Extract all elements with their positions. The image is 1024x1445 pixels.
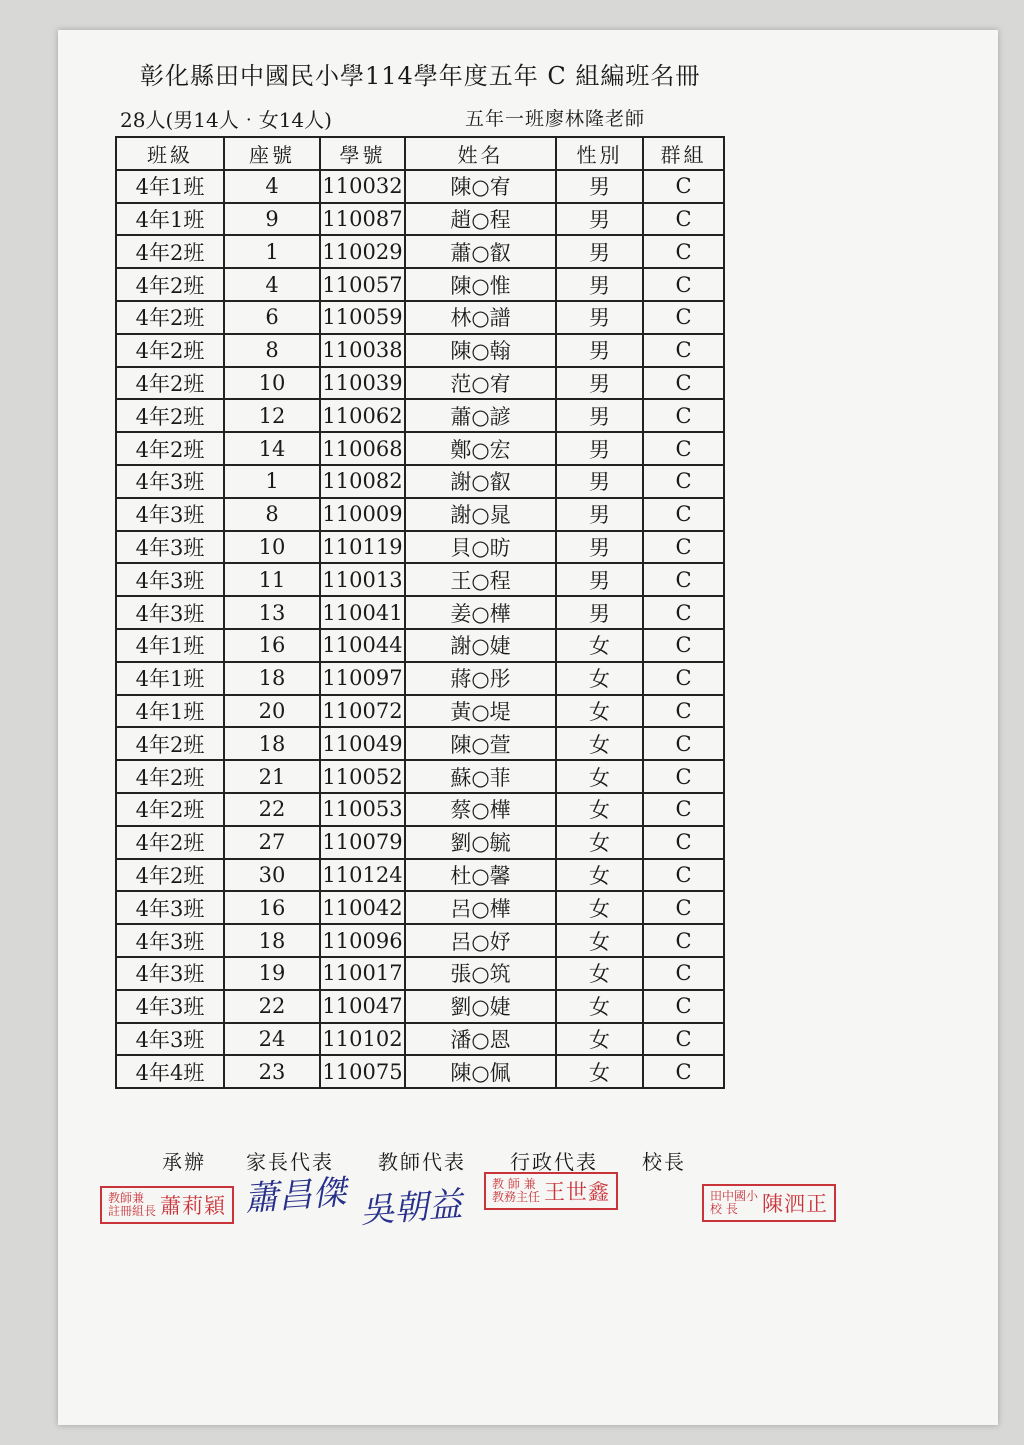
- parent-signature: 蕭昌傑: [242, 1172, 348, 1220]
- principal-stamp: [702, 1184, 836, 1222]
- cell-name: 謝○叡: [405, 465, 556, 498]
- cell-name: 陳○宥: [405, 170, 556, 203]
- cell-name: 劉○毓: [405, 826, 556, 859]
- cell-class: 4年4班: [116, 1055, 224, 1088]
- cell-student-id: 110047: [320, 990, 405, 1023]
- cell-group: C: [643, 301, 724, 334]
- cell-class: 4年1班: [116, 695, 224, 728]
- cell-sex: 女: [556, 924, 643, 957]
- cell-name: 貝○昉: [405, 531, 556, 564]
- cell-group: C: [643, 334, 724, 367]
- header-student-id: 學號: [320, 137, 405, 170]
- cell-seat: 4: [224, 268, 320, 301]
- homeroom-teacher: 五年一班廖林隆老師: [465, 108, 646, 130]
- cell-student-id: 110017: [320, 957, 405, 990]
- cell-name: 張○筑: [405, 957, 556, 990]
- cell-sex: 男: [556, 170, 643, 203]
- label-parent-rep: 家長代表: [246, 1150, 334, 1174]
- cell-group: C: [643, 235, 724, 268]
- cell-name: 劉○婕: [405, 990, 556, 1023]
- table-row: [116, 334, 724, 367]
- table-row: [116, 891, 724, 924]
- cell-sex: 女: [556, 629, 643, 662]
- admin-stamp: [484, 1172, 618, 1210]
- cell-group: C: [643, 432, 724, 465]
- cell-sex: 男: [556, 465, 643, 498]
- student-count: 28人(男14人‧女14人): [120, 108, 332, 132]
- cell-seat: 13: [224, 596, 320, 629]
- cell-name: 陳○佩: [405, 1055, 556, 1088]
- table-row: [116, 498, 724, 531]
- cell-class: 4年2班: [116, 301, 224, 334]
- cell-sex: 女: [556, 662, 643, 695]
- label-principal: 校長: [642, 1150, 686, 1174]
- cell-seat: 22: [224, 990, 320, 1023]
- cell-sex: 男: [556, 563, 643, 596]
- cell-group: C: [643, 170, 724, 203]
- cell-seat: 18: [224, 727, 320, 760]
- admin-stamp-name: 王世鑫: [544, 1180, 611, 1204]
- cell-student-id: 110068: [320, 432, 405, 465]
- cell-class: 4年3班: [116, 924, 224, 957]
- table-row: [116, 203, 724, 236]
- cell-sex: 男: [556, 531, 643, 564]
- cell-group: C: [643, 727, 724, 760]
- cell-seat: 16: [224, 891, 320, 924]
- class-roster-table: [115, 136, 725, 1089]
- cell-name: 呂○妤: [405, 924, 556, 957]
- cell-seat: 21: [224, 760, 320, 793]
- cell-group: C: [643, 891, 724, 924]
- cell-student-id: 110072: [320, 695, 405, 728]
- cell-student-id: 110039: [320, 367, 405, 400]
- table-row: [116, 367, 724, 400]
- cell-class: 4年1班: [116, 170, 224, 203]
- cell-student-id: 110082: [320, 465, 405, 498]
- cell-class: 4年2班: [116, 334, 224, 367]
- cell-class: 4年3班: [116, 891, 224, 924]
- cell-seat: 6: [224, 301, 320, 334]
- cell-group: C: [643, 531, 724, 564]
- cell-seat: 8: [224, 334, 320, 367]
- cell-group: C: [643, 498, 724, 531]
- table-row: [116, 1055, 724, 1088]
- cell-name: 蕭○叡: [405, 235, 556, 268]
- cell-group: C: [643, 1055, 724, 1088]
- organizer-stamp: [100, 1186, 234, 1224]
- cell-sex: 男: [556, 596, 643, 629]
- cell-group: C: [643, 268, 724, 301]
- cell-student-id: 110119: [320, 531, 405, 564]
- cell-class: 4年2班: [116, 760, 224, 793]
- cell-sex: 男: [556, 235, 643, 268]
- table-row: [116, 531, 724, 564]
- cell-student-id: 110032: [320, 170, 405, 203]
- cell-name: 黃○堤: [405, 695, 556, 728]
- cell-sex: 男: [556, 432, 643, 465]
- cell-class: 4年2班: [116, 432, 224, 465]
- admin-stamp-title2: 教務主任: [492, 1190, 541, 1204]
- cell-class: 4年1班: [116, 203, 224, 236]
- cell-sex: 男: [556, 399, 643, 432]
- cell-student-id: 110029: [320, 235, 405, 268]
- table-row: [116, 170, 724, 203]
- cell-student-id: 110049: [320, 727, 405, 760]
- table-row: [116, 465, 724, 498]
- header-sex: 性別: [556, 137, 643, 170]
- cell-seat: 16: [224, 629, 320, 662]
- cell-class: 4年1班: [116, 629, 224, 662]
- cell-name: 謝○婕: [405, 629, 556, 662]
- cell-seat: 1: [224, 465, 320, 498]
- cell-name: 陳○萱: [405, 727, 556, 760]
- cell-student-id: 110079: [320, 826, 405, 859]
- cell-student-id: 110038: [320, 334, 405, 367]
- header-seat: 座號: [224, 137, 320, 170]
- cell-seat: 20: [224, 695, 320, 728]
- cell-name: 姜○樺: [405, 596, 556, 629]
- cell-name: 陳○翰: [405, 334, 556, 367]
- cell-student-id: 110102: [320, 1023, 405, 1056]
- organizer-stamp-title2: 註冊組長: [108, 1204, 157, 1218]
- organizer-stamp-name: 蕭莉穎: [160, 1194, 227, 1218]
- cell-seat: 8: [224, 498, 320, 531]
- cell-sex: 女: [556, 957, 643, 990]
- teacher-signature: 吳朝益: [358, 1184, 464, 1232]
- admin-stamp-title1: 教 師 兼: [492, 1177, 536, 1191]
- cell-sex: 女: [556, 727, 643, 760]
- cell-seat: 1: [224, 235, 320, 268]
- cell-class: 4年3班: [116, 596, 224, 629]
- table-row: [116, 1023, 724, 1056]
- cell-seat: 22: [224, 793, 320, 826]
- cell-name: 杜○馨: [405, 859, 556, 892]
- cell-sex: 女: [556, 1055, 643, 1088]
- cell-student-id: 110053: [320, 793, 405, 826]
- table-row: [116, 760, 724, 793]
- cell-name: 趙○程: [405, 203, 556, 236]
- label-teacher-rep: 教師代表: [378, 1150, 466, 1174]
- principal-stamp-title1: 田中國小: [710, 1189, 759, 1203]
- cell-name: 蔡○樺: [405, 793, 556, 826]
- cell-student-id: 110059: [320, 301, 405, 334]
- cell-sex: 男: [556, 367, 643, 400]
- cell-name: 謝○晁: [405, 498, 556, 531]
- table-row: [116, 662, 724, 695]
- table-row: [116, 268, 724, 301]
- cell-class: 4年2班: [116, 793, 224, 826]
- label-organizer: 承辦: [162, 1150, 206, 1174]
- cell-name: 林○譜: [405, 301, 556, 334]
- cell-student-id: 110052: [320, 760, 405, 793]
- cell-sex: 男: [556, 498, 643, 531]
- cell-group: C: [643, 596, 724, 629]
- document-title: 彰化縣田中國民小學114學年度五年 C 組編班名冊: [140, 62, 701, 90]
- cell-group: C: [643, 826, 724, 859]
- cell-class: 4年3班: [116, 563, 224, 596]
- cell-group: C: [643, 990, 724, 1023]
- cell-class: 4年2班: [116, 367, 224, 400]
- table-row: [116, 727, 724, 760]
- cell-group: C: [643, 629, 724, 662]
- cell-student-id: 110075: [320, 1055, 405, 1088]
- cell-seat: 11: [224, 563, 320, 596]
- cell-sex: 女: [556, 859, 643, 892]
- cell-class: 4年2班: [116, 826, 224, 859]
- header-name: 姓名: [405, 137, 556, 170]
- cell-class: 4年2班: [116, 859, 224, 892]
- cell-class: 4年2班: [116, 399, 224, 432]
- cell-name: 蘇○菲: [405, 760, 556, 793]
- table-row: [116, 399, 724, 432]
- cell-group: C: [643, 859, 724, 892]
- table-row: [116, 957, 724, 990]
- cell-sex: 女: [556, 1023, 643, 1056]
- cell-name: 呂○樺: [405, 891, 556, 924]
- cell-class: 4年3班: [116, 957, 224, 990]
- cell-student-id: 110044: [320, 629, 405, 662]
- cell-student-id: 110009: [320, 498, 405, 531]
- cell-sex: 女: [556, 891, 643, 924]
- cell-seat: 4: [224, 170, 320, 203]
- cell-class: 4年1班: [116, 662, 224, 695]
- header-class: 班級: [116, 137, 224, 170]
- table-row: [116, 990, 724, 1023]
- cell-group: C: [643, 662, 724, 695]
- cell-group: C: [643, 465, 724, 498]
- cell-seat: 10: [224, 531, 320, 564]
- principal-stamp-title2: 校 長: [710, 1202, 738, 1216]
- cell-seat: 23: [224, 1055, 320, 1088]
- cell-name: 鄭○宏: [405, 432, 556, 465]
- cell-student-id: 110062: [320, 399, 405, 432]
- table-body: [116, 170, 724, 1088]
- table-row: [116, 924, 724, 957]
- cell-class: 4年3班: [116, 1023, 224, 1056]
- cell-seat: 12: [224, 399, 320, 432]
- cell-sex: 女: [556, 793, 643, 826]
- cell-group: C: [643, 924, 724, 957]
- header-group: 群組: [643, 137, 724, 170]
- cell-seat: 27: [224, 826, 320, 859]
- table-row: [116, 563, 724, 596]
- cell-name: 范○宥: [405, 367, 556, 400]
- cell-seat: 30: [224, 859, 320, 892]
- cell-name: 蕭○諺: [405, 399, 556, 432]
- cell-student-id: 110097: [320, 662, 405, 695]
- cell-group: C: [643, 1023, 724, 1056]
- table-row: [116, 432, 724, 465]
- cell-sex: 男: [556, 301, 643, 334]
- cell-group: C: [643, 399, 724, 432]
- cell-student-id: 110013: [320, 563, 405, 596]
- cell-class: 4年3班: [116, 531, 224, 564]
- cell-group: C: [643, 695, 724, 728]
- cell-sex: 女: [556, 826, 643, 859]
- cell-sex: 女: [556, 760, 643, 793]
- cell-seat: 14: [224, 432, 320, 465]
- cell-sex: 女: [556, 695, 643, 728]
- cell-name: 陳○惟: [405, 268, 556, 301]
- cell-name: 王○程: [405, 563, 556, 596]
- cell-student-id: 110057: [320, 268, 405, 301]
- label-admin-rep: 行政代表: [510, 1150, 598, 1174]
- cell-group: C: [643, 957, 724, 990]
- cell-class: 4年3班: [116, 465, 224, 498]
- cell-sex: 女: [556, 990, 643, 1023]
- table-row: [116, 695, 724, 728]
- cell-sex: 男: [556, 268, 643, 301]
- cell-sex: 男: [556, 203, 643, 236]
- cell-class: 4年2班: [116, 727, 224, 760]
- cell-seat: 18: [224, 662, 320, 695]
- cell-group: C: [643, 203, 724, 236]
- cell-class: 4年3班: [116, 990, 224, 1023]
- cell-group: C: [643, 760, 724, 793]
- table-row: [116, 301, 724, 334]
- cell-student-id: 110087: [320, 203, 405, 236]
- table-row: [116, 793, 724, 826]
- cell-seat: 10: [224, 367, 320, 400]
- cell-group: C: [643, 793, 724, 826]
- table-row: [116, 629, 724, 662]
- organizer-stamp-title1: 教師兼: [108, 1191, 145, 1205]
- cell-name: 蔣○彤: [405, 662, 556, 695]
- cell-seat: 9: [224, 203, 320, 236]
- cell-student-id: 110041: [320, 596, 405, 629]
- cell-seat: 24: [224, 1023, 320, 1056]
- table-row: [116, 235, 724, 268]
- cell-group: C: [643, 563, 724, 596]
- cell-student-id: 110042: [320, 891, 405, 924]
- cell-seat: 18: [224, 924, 320, 957]
- cell-student-id: 110096: [320, 924, 405, 957]
- table-header-row: [116, 137, 724, 170]
- cell-class: 4年3班: [116, 498, 224, 531]
- cell-group: C: [643, 367, 724, 400]
- cell-name: 潘○恩: [405, 1023, 556, 1056]
- principal-stamp-name: 陳泗正: [762, 1192, 829, 1216]
- table-row: [116, 859, 724, 892]
- cell-seat: 19: [224, 957, 320, 990]
- cell-sex: 男: [556, 334, 643, 367]
- table-row: [116, 826, 724, 859]
- cell-class: 4年2班: [116, 235, 224, 268]
- cell-student-id: 110124: [320, 859, 405, 892]
- table-row: [116, 596, 724, 629]
- cell-class: 4年2班: [116, 268, 224, 301]
